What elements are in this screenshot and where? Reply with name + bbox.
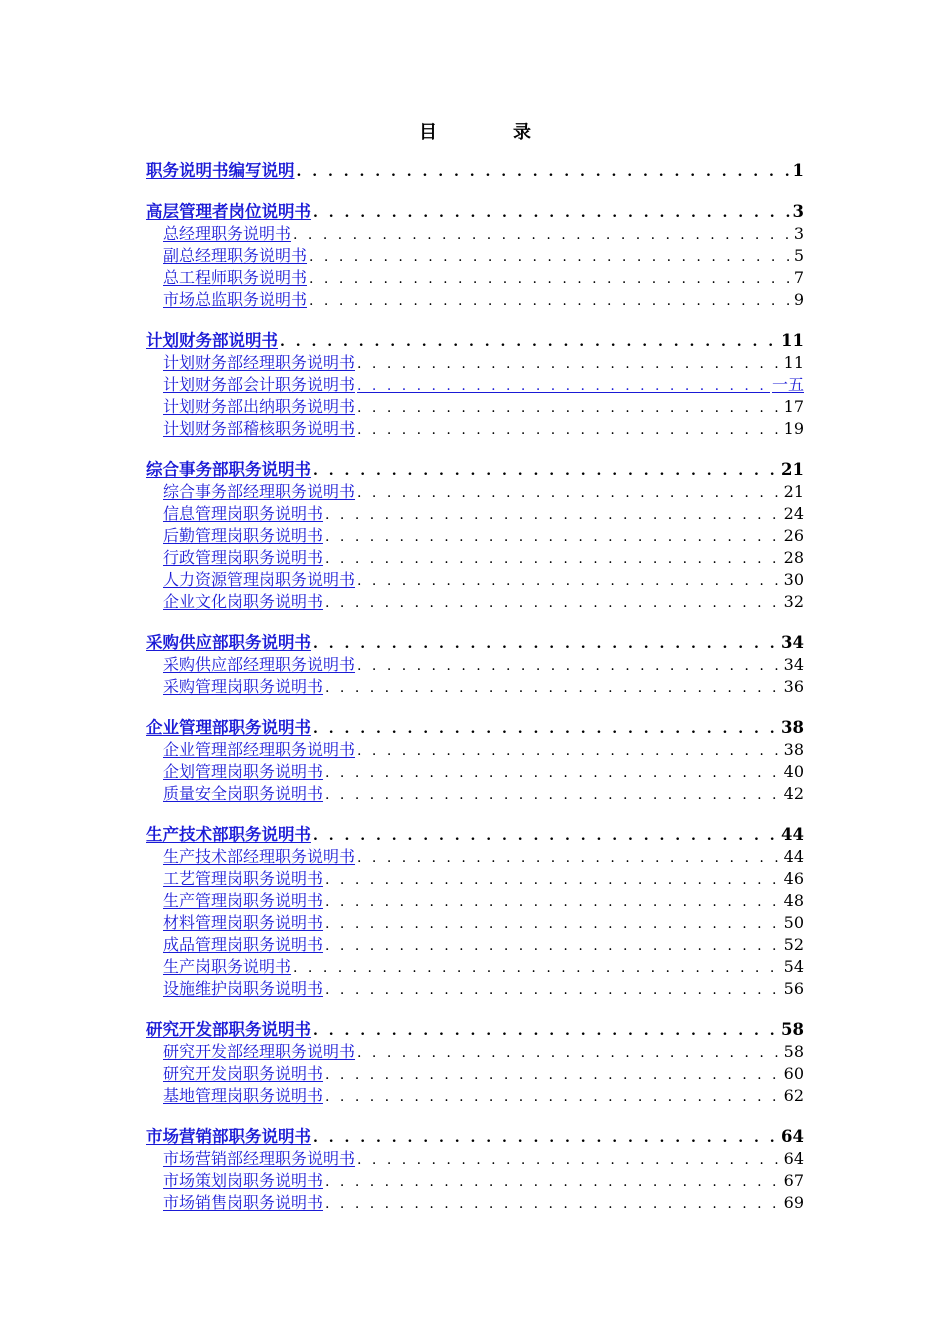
- toc-entry[interactable]: [146, 654, 804, 676]
- toc-section: [146, 1019, 804, 1107]
- toc-entry-link[interactable]: 市场策划岗职务说明书: [163, 1171, 324, 1190]
- page-number: 38: [781, 718, 804, 737]
- toc-entry[interactable]: [146, 956, 804, 978]
- toc-entry[interactable]: [146, 481, 804, 503]
- dot-leader: [325, 979, 782, 1001]
- dot-leader: [357, 1149, 782, 1171]
- page-number: 21: [781, 460, 804, 479]
- page-number: 9: [793, 290, 804, 309]
- toc-section-heading[interactable]: [146, 459, 804, 481]
- dot-leader: [325, 1171, 782, 1193]
- toc-entry-link[interactable]: 采购供应部经理职务说明书: [163, 655, 356, 674]
- toc-entry[interactable]: [146, 223, 804, 245]
- dot-leader: [357, 419, 782, 441]
- dot-leader: [313, 202, 791, 224]
- page-number: 5: [793, 246, 804, 265]
- toc-heading-link[interactable]: 职务说明书编写说明: [146, 161, 295, 180]
- toc-section: [146, 1126, 804, 1214]
- toc-entry[interactable]: [146, 396, 804, 418]
- toc-entry[interactable]: [146, 783, 804, 805]
- toc-entry-link[interactable]: 材料管理岗职务说明书: [163, 913, 324, 932]
- dot-leader: [325, 548, 782, 570]
- page-number: 3: [792, 202, 804, 221]
- toc-entry-link[interactable]: 企业管理部经理职务说明书: [163, 740, 356, 759]
- toc-entry-link[interactable]: 市场销售岗职务说明书: [163, 1193, 324, 1212]
- toc-entry[interactable]: [146, 868, 804, 890]
- page-number: 3: [793, 224, 804, 243]
- dot-leader: [325, 526, 782, 548]
- toc-entry[interactable]: [146, 978, 804, 1000]
- page-number: 32: [783, 592, 804, 611]
- toc-entry[interactable]: [146, 374, 804, 396]
- table-of-contents: [146, 160, 804, 1233]
- toc-title-char-2: 录: [513, 122, 531, 143]
- toc-section-heading[interactable]: [146, 160, 804, 182]
- dot-leader: [313, 460, 779, 482]
- toc-entry[interactable]: [146, 547, 804, 569]
- toc-entry-link[interactable]: 生产管理岗职务说明书: [163, 891, 324, 910]
- toc-entry-link[interactable]: 成品管理岗职务说明书: [163, 935, 324, 954]
- page-number: 40: [783, 762, 804, 781]
- toc-entry[interactable]: [146, 912, 804, 934]
- toc-entry[interactable]: [146, 245, 804, 267]
- page-number: 36: [783, 677, 804, 696]
- dot-leader: [325, 1193, 782, 1215]
- dot-leader: [293, 957, 782, 979]
- page-number: 42: [783, 784, 804, 803]
- toc-entry[interactable]: [146, 1041, 804, 1063]
- toc-entry[interactable]: [146, 1192, 804, 1214]
- toc-entry[interactable]: [146, 846, 804, 868]
- dot-leader: [357, 655, 782, 677]
- dot-leader: [309, 290, 792, 312]
- page-number: 28: [783, 548, 804, 567]
- toc-entry[interactable]: [146, 267, 804, 289]
- toc-heading-link[interactable]: 计划财务部说明书: [146, 331, 278, 350]
- page-number: 44: [783, 847, 804, 866]
- toc-entry[interactable]: [146, 591, 804, 613]
- dot-leader: [325, 1086, 782, 1108]
- dot-leader: [313, 1020, 779, 1042]
- toc-section-heading[interactable]: [146, 717, 804, 739]
- toc-title-char-1: 目: [419, 122, 437, 143]
- dot-leader: [357, 353, 782, 375]
- toc-section: [146, 632, 804, 698]
- page-number: 58: [781, 1020, 804, 1039]
- toc-entry-link[interactable]: 计划财务部会计职务说明书: [163, 375, 356, 394]
- dot-leader: [325, 592, 782, 614]
- toc-entry[interactable]: [146, 676, 804, 698]
- toc-heading-link[interactable]: 采购供应部职务说明书: [146, 633, 311, 652]
- page-number: 69: [783, 1193, 804, 1212]
- toc-entry-link[interactable]: 后勤管理岗职务说明书: [163, 526, 324, 545]
- page-number: 7: [793, 268, 804, 287]
- dot-leader: [325, 913, 782, 935]
- toc-entry[interactable]: [146, 289, 804, 311]
- toc-entry-link[interactable]: 市场总监职务说明书: [163, 290, 308, 309]
- dot-leader: [313, 1127, 779, 1149]
- toc-section: [146, 717, 804, 805]
- toc-heading-link[interactable]: 市场营销部职务说明书: [146, 1127, 311, 1146]
- toc-section: [146, 201, 804, 311]
- page-number: 34: [781, 633, 804, 652]
- page-number: 44: [781, 825, 804, 844]
- toc-section: [146, 824, 804, 1000]
- page-number: 26: [783, 526, 804, 545]
- toc-entry-link[interactable]: 质量安全岗职务说明书: [163, 784, 324, 803]
- dot-leader: [297, 161, 791, 183]
- dot-leader: [357, 482, 782, 504]
- toc-entry[interactable]: [146, 1170, 804, 1192]
- page-number: 58: [783, 1042, 804, 1061]
- toc-entry[interactable]: [146, 1085, 804, 1107]
- dot-leader: [309, 246, 792, 268]
- toc-heading-link[interactable]: 生产技术部职务说明书: [146, 825, 311, 844]
- toc-entry-link[interactable]: 计划财务部经理职务说明书: [163, 353, 356, 372]
- toc-heading-link[interactable]: 研究开发部职务说明书: [146, 1020, 311, 1039]
- dot-leader: [325, 1064, 782, 1086]
- page-number: 17: [783, 397, 804, 416]
- toc-section-heading[interactable]: [146, 632, 804, 654]
- dot-leader: [325, 784, 782, 806]
- dot-leader: [357, 847, 782, 869]
- dot-leader: [357, 375, 770, 397]
- page-number: 19: [783, 419, 804, 438]
- page-number: 56: [783, 979, 804, 998]
- toc-entry[interactable]: [146, 739, 804, 761]
- toc-entry[interactable]: [146, 1148, 804, 1170]
- toc-title: [0, 118, 950, 144]
- dot-leader: [313, 718, 779, 740]
- toc-entry-link[interactable]: 人力资源管理岗职务说明书: [163, 570, 356, 589]
- dot-leader: [325, 869, 782, 891]
- toc-entry-link[interactable]: 信息管理岗职务说明书: [163, 504, 324, 523]
- page-number: 62: [783, 1086, 804, 1105]
- dot-leader: [313, 633, 779, 655]
- toc-entry[interactable]: [146, 890, 804, 912]
- toc-entry[interactable]: [146, 569, 804, 591]
- page-number: 64: [781, 1127, 804, 1146]
- toc-entry-link[interactable]: 工艺管理岗职务说明书: [163, 869, 324, 888]
- page-number: 一五: [771, 375, 804, 394]
- toc-entry-link[interactable]: 企划管理岗职务说明书: [163, 762, 324, 781]
- toc-entry[interactable]: [146, 503, 804, 525]
- toc-section-heading[interactable]: [146, 330, 804, 352]
- page-number: 21: [783, 482, 804, 501]
- toc-entry-link[interactable]: 研究开发岗职务说明书: [163, 1064, 324, 1083]
- toc-entry-link[interactable]: 市场营销部经理职务说明书: [163, 1149, 356, 1168]
- toc-section-heading[interactable]: [146, 1126, 804, 1148]
- dot-leader: [357, 397, 782, 419]
- toc-section-heading[interactable]: [146, 824, 804, 846]
- dot-leader: [325, 891, 782, 913]
- toc-entry-link[interactable]: 生产岗职务说明书: [163, 957, 292, 976]
- page-number: 64: [783, 1149, 804, 1168]
- page-number: 30: [783, 570, 804, 589]
- toc-entry[interactable]: [146, 352, 804, 374]
- toc-entry-link[interactable]: 研究开发部经理职务说明书: [163, 1042, 356, 1061]
- toc-entry-link[interactable]: 设施维护岗职务说明书: [163, 979, 324, 998]
- page-number: 54: [783, 957, 804, 976]
- page-number: 50: [783, 913, 804, 932]
- dot-leader: [313, 825, 779, 847]
- dot-leader: [325, 504, 782, 526]
- toc-section-heading[interactable]: [146, 1019, 804, 1041]
- page-number: 52: [783, 935, 804, 954]
- toc-entry-link[interactable]: 综合事务部经理职务说明书: [163, 482, 356, 501]
- toc-section: [146, 459, 804, 613]
- toc-entry-link[interactable]: 采购管理岗职务说明书: [163, 677, 324, 696]
- toc-entry-link[interactable]: 基地管理岗职务说明书: [163, 1086, 324, 1105]
- toc-entry-link[interactable]: 企业文化岗职务说明书: [163, 592, 324, 611]
- toc-entry-link[interactable]: 计划财务部稽核职务说明书: [163, 419, 356, 438]
- page-number: 60: [783, 1064, 804, 1083]
- dot-leader: [280, 331, 779, 353]
- toc-entry-link[interactable]: 总经理职务说明书: [163, 224, 292, 243]
- toc-entry[interactable]: [146, 1063, 804, 1085]
- toc-heading-link[interactable]: 综合事务部职务说明书: [146, 460, 311, 479]
- page-number: 34: [783, 655, 804, 674]
- page-number: 48: [783, 891, 804, 910]
- toc-section: [146, 160, 804, 182]
- toc-entry-link[interactable]: 生产技术部经理职务说明书: [163, 847, 356, 866]
- dot-leader: [309, 268, 792, 290]
- toc-entry[interactable]: [146, 934, 804, 956]
- page-number: 67: [783, 1171, 804, 1190]
- dot-leader: [325, 762, 782, 784]
- toc-heading-link[interactable]: 高层管理者岗位说明书: [146, 202, 311, 221]
- toc-entry[interactable]: [146, 525, 804, 547]
- toc-entry[interactable]: [146, 761, 804, 783]
- page-number: 11: [781, 331, 804, 350]
- page-number: 1: [792, 161, 804, 180]
- toc-heading-link[interactable]: 企业管理部职务说明书: [146, 718, 311, 737]
- toc-entry-link[interactable]: 行政管理岗职务说明书: [163, 548, 324, 567]
- toc-entry[interactable]: [146, 418, 804, 440]
- dot-leader: [357, 570, 782, 592]
- toc-section: [146, 330, 804, 440]
- toc-entry-link[interactable]: 总工程师职务说明书: [163, 268, 308, 287]
- toc-entry-link[interactable]: 副总经理职务说明书: [163, 246, 308, 265]
- page-number: 24: [783, 504, 804, 523]
- toc-section-heading[interactable]: [146, 201, 804, 223]
- page-number: 46: [783, 869, 804, 888]
- dot-leader: [293, 224, 792, 246]
- dot-leader: [325, 935, 782, 957]
- page-number: 38: [783, 740, 804, 759]
- dot-leader: [357, 740, 782, 762]
- dot-leader: [357, 1042, 782, 1064]
- page-number: 11: [783, 353, 804, 372]
- dot-leader: [325, 677, 782, 699]
- toc-entry-link[interactable]: 计划财务部出纳职务说明书: [163, 397, 356, 416]
